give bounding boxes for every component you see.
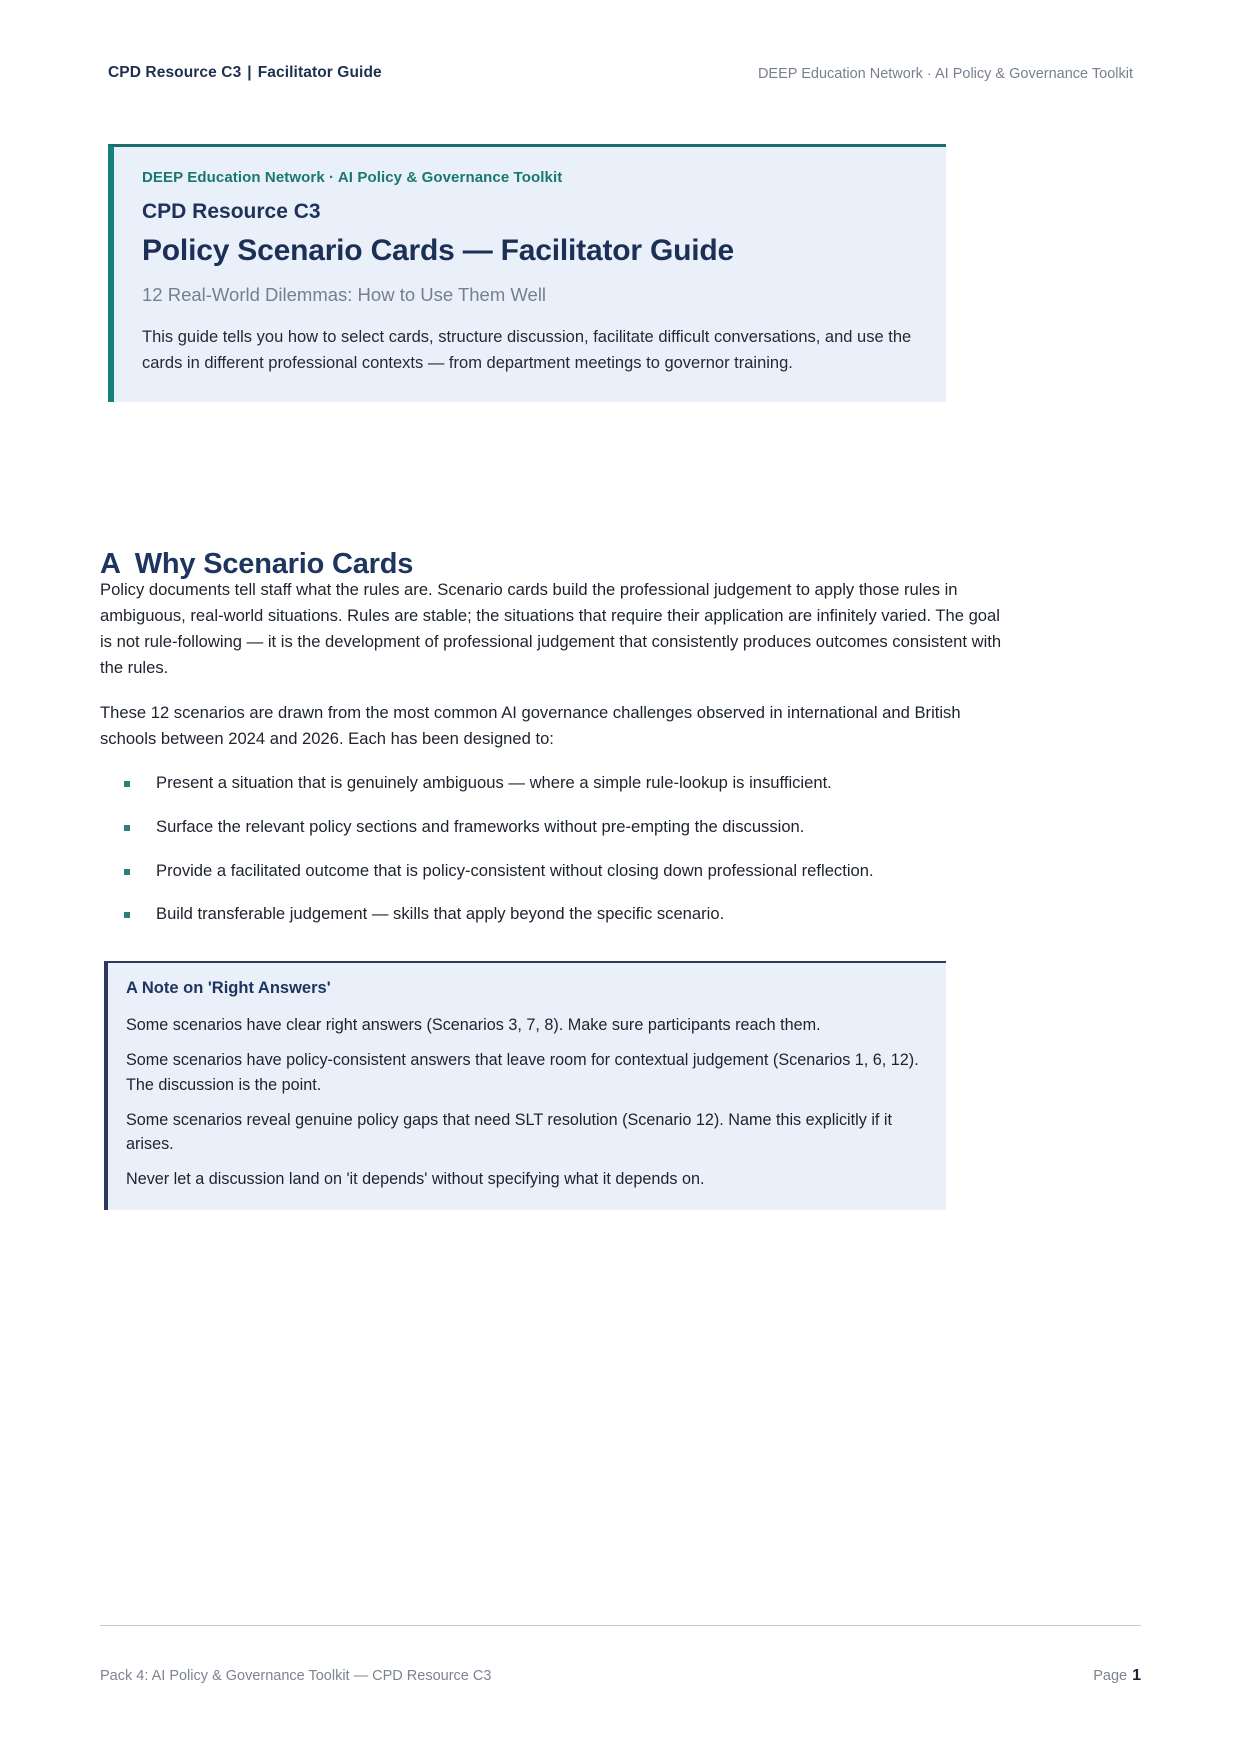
footer-page-indicator: [1093, 1667, 1141, 1685]
running-header-right: DEEP Education Network · AI Policy & Governance Toolkit: [757, 66, 1133, 82]
section-title: Why Scenario Cards: [134, 548, 414, 581]
note-callout-line: Some scenarios have policy-consistent answers that leave room for contextual judgement (Scenarios 1, 6, 12). The discussion is the point.: [126, 1051, 919, 1094]
body-paragraph: These 12 scenarios are drawn from the most common AI governance challenges observed in international and British schools between 2024 and 2026. Each has been designed to:: [100, 702, 961, 748]
note-callout: [104, 961, 946, 1210]
banner-description: This guide tells you how to select cards, structure discussion, facilitate difficult conversations, and use the cards in different professional contexts — from department meetings to governor training.: [142, 328, 912, 373]
page-title: Policy Scenario Cards — Facilitator Guide: [142, 234, 734, 267]
list-item: [100, 902, 1005, 927]
section-letter: A: [100, 548, 121, 581]
footer-divider: [100, 1625, 1141, 1626]
banner-resource-code: CPD Resource C3: [142, 200, 321, 223]
list-item: [100, 859, 1005, 884]
list-item-label: Build transferable judgement — skills that apply beyond the specific scenario.: [156, 904, 725, 924]
note-callout-line: Some scenarios have clear right answers (Scenarios 3, 7, 8). Make sure participants reach them.: [126, 1016, 821, 1034]
footer-left-text: Pack 4: AI Policy & Governance Toolkit — CPD Resource C3: [100, 1668, 492, 1684]
body-paragraph: Policy documents tell staff what the rules are. Scenario cards build the professional judgement to apply those rules in ambiguous, real-world situations. Rules are stable; the situations that require their application are infinitely varied. The goal is not rule-following — it is the development of professional judgement that consistently produces outcomes consistent with the rules.: [100, 580, 1002, 677]
running-header-resource: CPD Resource C3: [108, 64, 242, 81]
running-header-separator: |: [247, 64, 252, 81]
list-item-label: Surface the relevant policy sections and frameworks without pre-empting the discussion.: [156, 816, 805, 836]
title-banner: [108, 144, 946, 402]
footer-page-number: 1: [1132, 1667, 1141, 1684]
page-footer: [100, 1667, 1141, 1685]
list-item-label: Provide a facilitated outcome that is policy-consistent without closing down professional reflection.: [156, 860, 874, 880]
square-bullet-icon: [124, 869, 130, 875]
note-callout-title: A Note on 'Right Answers': [126, 979, 331, 997]
square-bullet-icon: [124, 912, 130, 918]
footer-page-label: Page: [1093, 1668, 1128, 1684]
section-body: [100, 577, 1005, 946]
square-bullet-icon: [124, 781, 130, 787]
design-goals-list: [100, 771, 1005, 928]
banner-subtitle: 12 Real-World Dilemmas: How to Use Them Well: [142, 284, 547, 305]
note-callout-line: Never let a discussion land on 'it depends' without specifying what it depends on.: [126, 1170, 705, 1189]
banner-eyebrow: DEEP Education Network · AI Policy & Governance Toolkit: [142, 169, 563, 186]
square-bullet-icon: [124, 825, 130, 831]
list-item-label: Present a situation that is genuinely ambiguous — where a simple rule-lookup is insufficient.: [156, 772, 832, 792]
list-item: [100, 815, 1005, 840]
list-item: [100, 771, 1005, 796]
note-callout-line: Some scenarios reveal genuine policy gaps that need SLT resolution (Scenario 12). Name this explicitly if it arises.: [126, 1110, 893, 1154]
running-header: [108, 64, 1133, 85]
running-header-left: [108, 64, 382, 82]
running-header-guide-label: Facilitator Guide: [257, 64, 382, 81]
